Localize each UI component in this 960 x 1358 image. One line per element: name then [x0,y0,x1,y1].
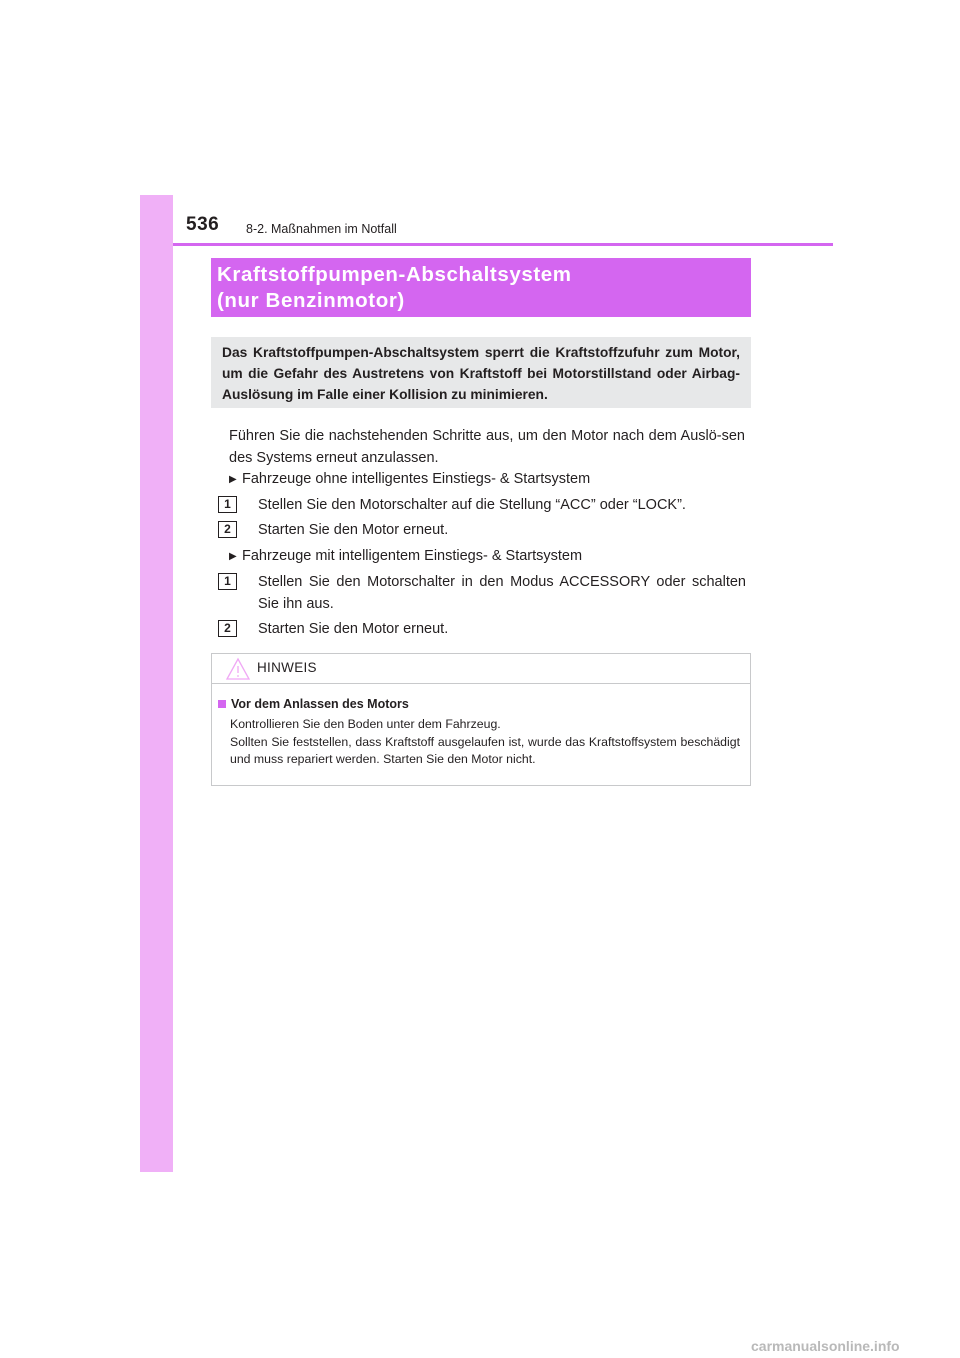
step-number-badge: 1 [218,573,237,590]
step-number-badge: 2 [218,521,237,538]
page-number: 536 [186,214,220,235]
section-title-line2: (nur Benzinmotor) [217,289,405,312]
step-text: Starten Sie den Motor erneut. [258,522,449,538]
step-number-badge: 2 [218,620,237,637]
notice-label: HINWEIS [257,660,317,675]
step-text: Stellen Sie den Motorschalter in den Modus ACCESSORY oder schalten Sie ihn aus. [258,574,746,612]
section-title-line1: Kraftstoffpumpen-Abschaltsystem [217,263,572,286]
group-heading-without-smart-key: ▶ Fahrzeuge ohne intelligentes Einstiegs- & Startsystem [229,468,590,491]
chapter-sidebar-tab [140,195,173,1172]
intro-summary: Das Kraftstoffpumpen-Abschaltsystem sperrt die Kraftstoffzufuhr zum Motor, um die Gefahr des Austretens von Kraftstoff bei Motorstillstand oder Airbag-Auslösung im Falle einer Kollision zu minimieren. [211,337,751,408]
triangle-right-icon: ▶ [229,551,237,562]
triangle-right-icon: ▶ [229,474,237,485]
step-number-badge: 1 [218,496,237,513]
warning-triangle-icon [225,657,251,681]
section-title [211,258,751,317]
notice-header [212,654,750,684]
step-text: Starten Sie den Motor erneut. [258,621,449,637]
notice-box [211,653,751,786]
notice-item-title: Vor dem Anlassen des Motors [218,697,409,711]
notice-line: Sollten Sie feststellen, dass Kraftstoff ausgelaufen ist, wurde das Kraftstoffsystem beschädigt und muss repariert werden. Starten Sie den Motor nicht. [230,734,740,766]
group-heading-with-smart-key: ▶ Fahrzeuge mit intelligentem Einstiegs- & Startsystem [229,545,582,568]
notice-body [230,716,740,769]
body-paragraph: Führen Sie die nachstehenden Schritte aus, um den Motor nach dem Auslö-sen des Systems erneut anzulassen. [229,428,745,466]
step-text: Stellen Sie den Motorschalter auf die Stellung “ACC” oder “LOCK”. [258,497,686,513]
header-divider [173,243,833,246]
notice-line: Kontrollieren Sie den Boden unter dem Fahrzeug. [230,717,501,731]
watermark: carmanualsonline.info [751,1338,900,1354]
square-bullet-icon [218,700,226,708]
breadcrumb: 8-2. Maßnahmen im Notfall [246,222,397,236]
